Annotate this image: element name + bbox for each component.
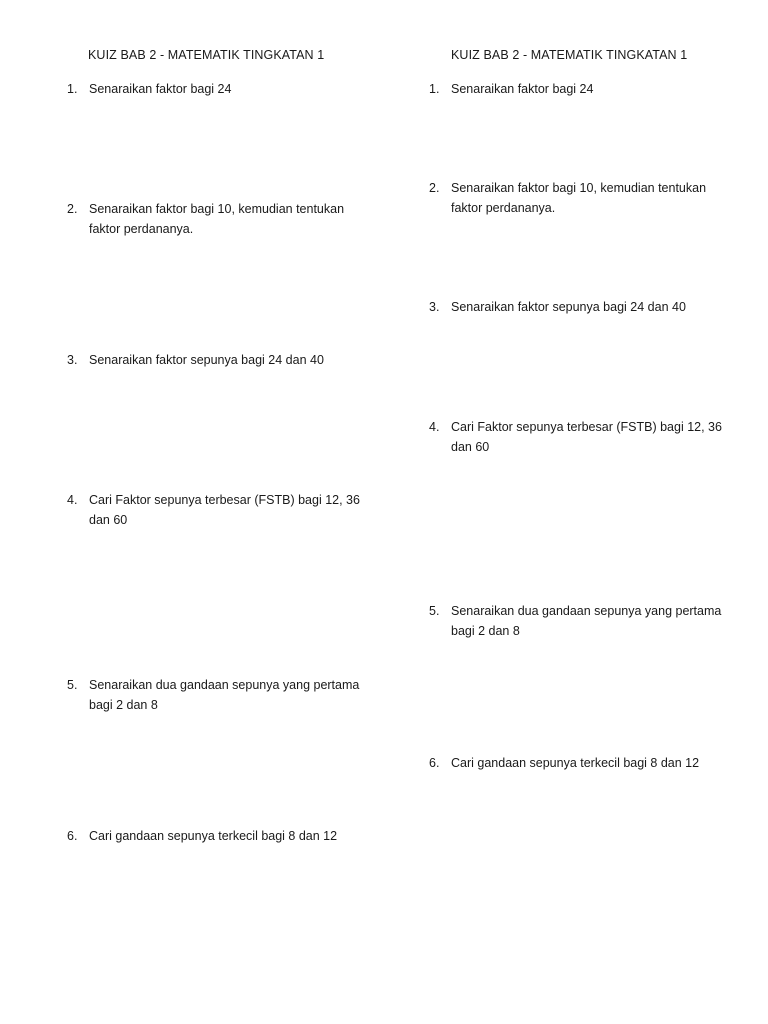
question-number: 5. [429, 604, 440, 618]
question-number: 6. [429, 756, 440, 770]
question-text: Senaraikan faktor bagi 10, kemudian tentukan faktor perdananya. [89, 202, 345, 236]
question-number: 6. [67, 829, 78, 843]
question-number: 1. [67, 82, 78, 96]
question-text: Senaraikan faktor bagi 24 [451, 82, 594, 96]
quiz-title: KUIZ BAB 2 - MATEMATIK TINGKATAN 1 [451, 48, 688, 62]
question-text: Cari gandaan sepunya terkecil bagi 8 dan 12 [89, 829, 338, 843]
question-text: Senaraikan dua gandaan sepunya yang pertama bagi 2 dan 8 [451, 604, 722, 638]
question-text: Senaraikan faktor bagi 10, kemudian tentukan faktor perdananya. [451, 181, 707, 215]
question-text: Senaraikan faktor sepunya bagi 24 dan 40 [89, 353, 324, 367]
question-text: Senaraikan faktor sepunya bagi 24 dan 40 [451, 300, 686, 314]
question-text: Cari gandaan sepunya terkecil bagi 8 dan 12 [451, 756, 700, 770]
question-number: 3. [429, 300, 440, 314]
question-text: Cari Faktor sepunya terbesar (FSTB) bagi 12, 36 dan 60 [451, 420, 722, 454]
question-number: 4. [429, 420, 440, 434]
question-text: Senaraikan dua gandaan sepunya yang pertama bagi 2 dan 8 [89, 678, 360, 712]
question-text: Senaraikan faktor bagi 24 [89, 82, 232, 96]
question-number: 4. [67, 493, 78, 507]
quiz-title: KUIZ BAB 2 - MATEMATIK TINGKATAN 1 [88, 48, 325, 62]
question-number: 3. [67, 353, 78, 367]
quiz-right-column [384, 0, 768, 1024]
question-number: 2. [67, 202, 78, 216]
question-number: 1. [429, 82, 440, 96]
question-number: 2. [429, 181, 440, 195]
question-text: Cari Faktor sepunya terbesar (FSTB) bagi 12, 36 dan 60 [89, 493, 360, 527]
question-number: 5. [67, 678, 78, 692]
